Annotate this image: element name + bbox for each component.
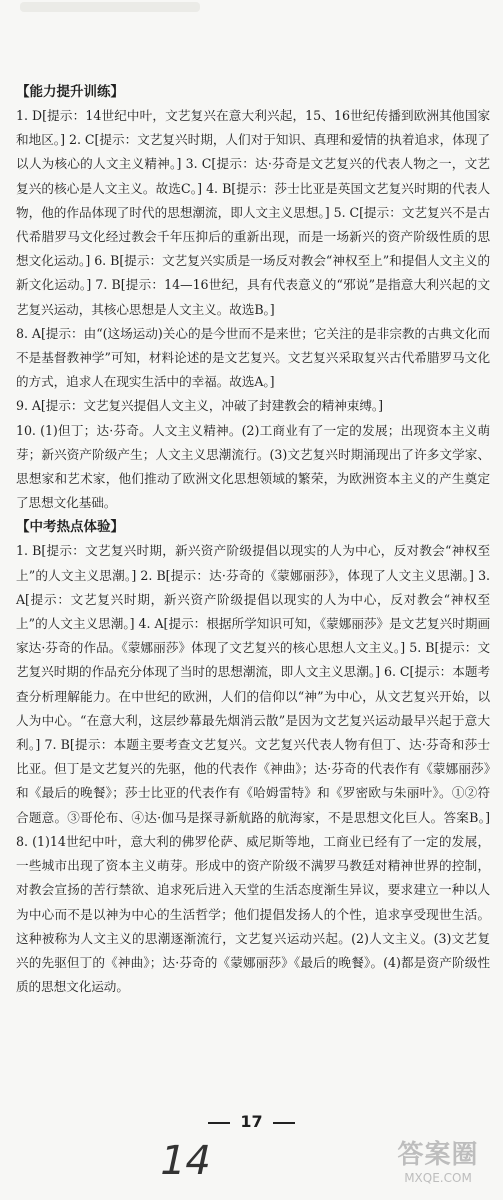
section-heading-ability: 【能力提升训练】 (16, 84, 124, 100)
dash-left (208, 1122, 230, 1124)
answer-content (16, 80, 490, 999)
dash-right (273, 1122, 295, 1124)
answer-paragraph: 9. A[提示：文艺复兴提倡人文主义，冲破了封建教会的精神束缚。] (16, 398, 384, 414)
answer-paragraph: 1. D[提示：14世纪中叶，文艺复兴在意大利兴起，15、16世纪传播到欧洲其他国家和地区。] 2. C[提示：文艺复兴时期，人们对于知识、真理和爱情的执着追求，体现了以人为核心的人文主义精神。] 3. C[提示：达·芬奇是文艺复兴的代表人物之一，文艺复兴的核心是人文主义。故选C。] 4. B[提示：莎士比亚是英国文艺复兴时期的代表人物，他的作品体现了时代的思想潮流，即人文主义思想。] 5. C[提示：文艺复兴不是古代希腊罗马文化经过教会千年压抑后的重新出现，而是一场新兴的资产阶级性质的思想文化运动。] 6. B[提示：文艺复兴实质是一场反对教会“神权至上”和提倡人文主义的新文化运动。] 7. B[提示：14—16世纪，具有代表意义的“邪说”是指意大利兴起的文艺复兴运动，其核心思想是人文主义。故选B。] (16, 108, 490, 317)
page-number (0, 1112, 503, 1131)
section-heading-exam: 【中考热点体验】 (16, 519, 124, 536)
page-number-text: 17 (240, 1112, 263, 1131)
answer-paragraph: 1. B[提示：文艺复兴时期，新兴资产阶级提倡以现实的人为中心，反对教会“神权至上”的人文主义思潮。] 2. B[提示：达·芬奇的《蒙娜丽莎》，体现了人文主义思潮。] 3. A[提示：文艺复兴时期，新兴资产阶级提倡以现实的人为中心，反对教会“神权至上”的人文主义思潮。] 4. A[提示：根据所学知识可知，《蒙娜丽莎》是文艺复兴时期画家达·芬奇的作品。《蒙娜丽莎》体现了文艺复兴的核心思想人文主义。] 5. B[提示：文艺复兴时期的作品充分体现了当时的思想潮流，即人文主义思潮。] 6. C[提示：本题考查分析理解能力。在中世纪的欧洲，人们的信仰以“神”为中心，从文艺复兴开始，以人为中心。“在意大利，这层纱幕最先烟消云散”是因为文艺复兴运动最早兴起于意大利。] 7. B[提示：本题主要考查文艺复兴。文艺复兴代表人物有但丁、达·芬奇和莎士比亚。但丁是文艺复兴的先驱，他的代表作《神曲》；达·芬奇的代表作有《蒙娜丽莎》和《最后的晚餐》；莎士比亚的代表作有《哈姆雷特》和《罗密欧与朱丽叶》。①②符合题意。③哥伦布、④达·伽马是探寻新航路的航海家，不是思想文化巨人。答案B。] 8. (1)14世纪中叶，意大利的佛罗伦萨、威尼斯等地，工商业已经有了一定的发展，一些城市出现了资本主义萌芽。形成中的资产阶级不满罗马教廷对精神世界的控制，对教会宣扬的苦行禁欲、追求死后进入天堂的生活态度渐生异议，要求建立一种以人为中心而不是以神为中心的生活哲学；他们提倡发扬人的个性，追求享受现世生活。这种被称为人文主义的思潮逐渐流行，文艺复兴运动兴起。(2)人文主义。(3)文艺复兴的先驱但丁的《神曲》；达·芬奇的《蒙娜丽莎》《最后的晚餐》。(4)都是资产阶级性质的思想文化运动。 (16, 543, 490, 995)
handwritten-note: 14 (155, 1138, 216, 1184)
answer-paragraph: 8. A[提示：由“(这场运动)关心的是今世而不是来世；它关注的是非宗教的古典文化而不是基督教神学”可知，材料论述的是文艺复兴。文艺复兴采取复兴古代希腊罗马文化的方式，追求人在现实生活中的幸福。故选A。] (16, 325, 490, 390)
watermark-text: 答案圈 (397, 1140, 479, 1170)
answer-paragraph: 10. (1)但丁；达·芬奇。人文主义精神。(2)工商业有了一定的发展；出现资本主义萌芽；新兴资产阶级产生；人文主义思潮流行。(3)文艺复兴时期涌现出了许多文学家、思想家和艺术家，他们推动了欧洲文化思想领域的繁荣，为欧洲资本主义的产生奠定了思想文化基础。 (16, 422, 490, 511)
watermark-logo (379, 1140, 497, 1196)
scan-smudge (20, 2, 200, 12)
watermark-url: MXQE.COM (404, 1171, 472, 1185)
